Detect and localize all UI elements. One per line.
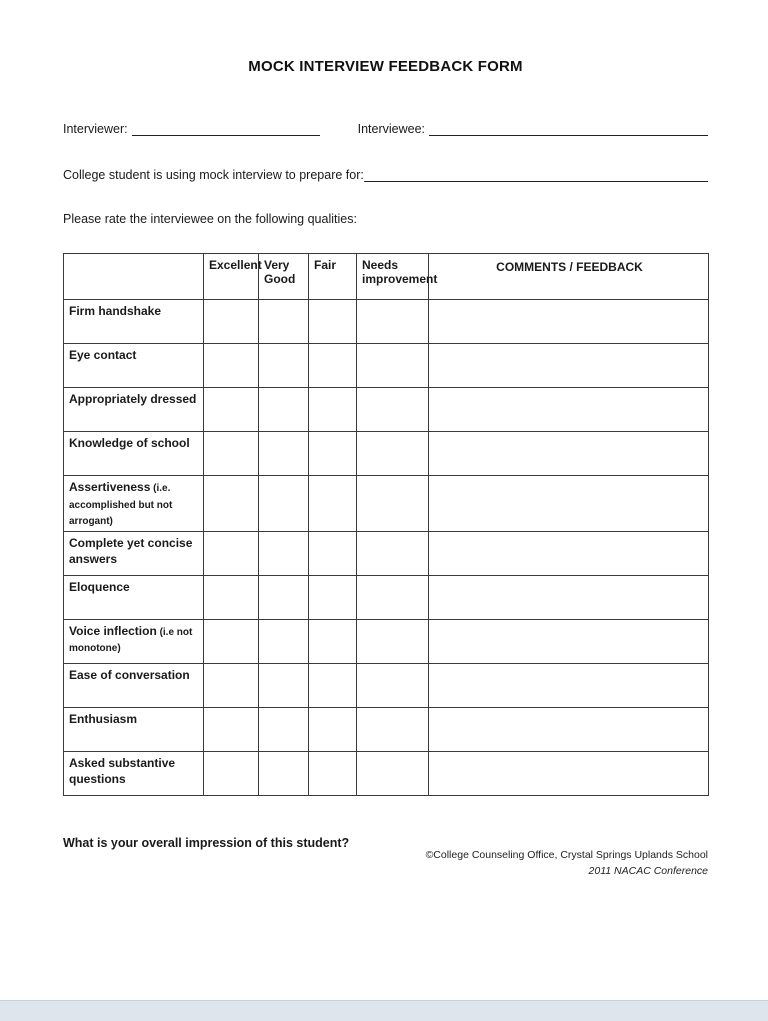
rating-cell-excellent[interactable] [204, 575, 259, 619]
footer-credit [426, 848, 708, 880]
header-needs-improvement: Needs improvement [357, 254, 429, 300]
table-row [64, 432, 709, 476]
rating-cell-needs-improvement[interactable] [357, 388, 429, 432]
quality-label: Eye contact [64, 344, 204, 388]
rating-cell-fair[interactable] [309, 344, 357, 388]
rating-cell-excellent[interactable] [204, 344, 259, 388]
comments-cell[interactable] [429, 751, 709, 795]
viewer-bottom-bar [0, 1000, 768, 1021]
table-row [64, 663, 709, 707]
quality-label: Assertiveness (i.e. accomplished but not arrogant) [64, 476, 204, 532]
rating-cell-excellent[interactable] [204, 531, 259, 575]
table-row [64, 575, 709, 619]
rating-cell-needs-improvement[interactable] [357, 663, 429, 707]
rating-cell-very-good[interactable] [259, 476, 309, 532]
rating-cell-excellent[interactable] [204, 751, 259, 795]
header-blank [64, 254, 204, 300]
interviewer-blank-line[interactable] [132, 121, 320, 136]
interviewee-label: Interviewee: [357, 122, 426, 136]
comments-cell[interactable] [429, 432, 709, 476]
comments-cell[interactable] [429, 531, 709, 575]
interviewee-blank-line[interactable] [429, 121, 708, 136]
rating-cell-fair[interactable] [309, 751, 357, 795]
table-row [64, 388, 709, 432]
table-row [64, 476, 709, 532]
comments-cell[interactable] [429, 619, 709, 663]
rating-cell-fair[interactable] [309, 531, 357, 575]
rating-cell-very-good[interactable] [259, 344, 309, 388]
header-very-good: Very Good [259, 254, 309, 300]
table-row [64, 751, 709, 795]
quality-label: Asked substantive questions [64, 751, 204, 795]
rating-cell-needs-improvement[interactable] [357, 707, 429, 751]
rating-cell-fair[interactable] [309, 619, 357, 663]
rating-cell-needs-improvement[interactable] [357, 619, 429, 663]
comments-cell[interactable] [429, 344, 709, 388]
rating-cell-needs-improvement[interactable] [357, 344, 429, 388]
table-row [64, 619, 709, 663]
comments-cell[interactable] [429, 476, 709, 532]
rating-cell-needs-improvement[interactable] [357, 751, 429, 795]
quality-label: Voice inflection (i.e not monotone) [64, 619, 204, 663]
footer-line1: ©College Counseling Office, Crystal Springs Uplands School [425, 849, 708, 861]
rating-cell-excellent[interactable] [204, 388, 259, 432]
rating-cell-very-good[interactable] [259, 531, 309, 575]
rating-cell-very-good[interactable] [259, 432, 309, 476]
rating-cell-needs-improvement[interactable] [357, 575, 429, 619]
comments-cell[interactable] [429, 575, 709, 619]
rating-cell-excellent[interactable] [204, 619, 259, 663]
rating-cell-fair[interactable] [309, 663, 357, 707]
prepare-for-blank-line[interactable] [364, 167, 708, 182]
rating-cell-very-good[interactable] [259, 575, 309, 619]
table-row [64, 344, 709, 388]
header-excellent: Excellent [204, 254, 259, 300]
rate-instruction: Please rate the interviewee on the following qualities: [63, 212, 357, 226]
table-header-row [64, 254, 709, 300]
rating-cell-excellent[interactable] [204, 707, 259, 751]
table-row [64, 531, 709, 575]
rating-cell-very-good[interactable] [259, 300, 309, 344]
interviewer-interviewee-row [63, 121, 708, 136]
rating-cell-fair[interactable] [309, 300, 357, 344]
header-fair: Fair [309, 254, 357, 300]
comments-cell[interactable] [429, 300, 709, 344]
quality-label: Firm handshake [64, 300, 204, 344]
rating-cell-fair[interactable] [309, 575, 357, 619]
quality-label: Ease of conversation [64, 663, 204, 707]
rating-cell-excellent[interactable] [204, 476, 259, 532]
interviewer-field [63, 121, 320, 136]
rating-cell-very-good[interactable] [259, 751, 309, 795]
comments-cell[interactable] [429, 388, 709, 432]
prepare-for-field [63, 167, 708, 182]
comments-cell[interactable] [429, 707, 709, 751]
rating-cell-very-good[interactable] [259, 388, 309, 432]
overall-impression-question: What is your overall impression of this student? [63, 835, 350, 850]
rating-cell-needs-improvement[interactable] [357, 432, 429, 476]
quality-label: Complete yet concise answers [64, 531, 204, 575]
table-row [64, 300, 709, 344]
rating-cell-excellent[interactable] [204, 663, 259, 707]
quality-label: Appropriately dressed [64, 388, 204, 432]
rating-cell-fair[interactable] [309, 707, 357, 751]
rating-cell-fair[interactable] [309, 432, 357, 476]
rating-table [63, 253, 709, 796]
rating-cell-very-good[interactable] [259, 707, 309, 751]
interviewer-label: Interviewer: [63, 122, 128, 136]
rating-cell-excellent[interactable] [204, 432, 259, 476]
rating-cell-needs-improvement[interactable] [357, 476, 429, 532]
quality-label: Eloquence [64, 575, 204, 619]
page-title: MOCK INTERVIEW FEEDBACK FORM [248, 58, 523, 75]
rating-cell-fair[interactable] [309, 388, 357, 432]
rating-cell-needs-improvement[interactable] [357, 300, 429, 344]
rating-cell-very-good[interactable] [259, 619, 309, 663]
footer-line2: 2011 NACAC Conference [588, 864, 708, 877]
header-comments-feedback: COMMENTS / FEEDBACK [429, 254, 709, 300]
quality-label: Enthusiasm [64, 707, 204, 751]
rating-cell-excellent[interactable] [204, 300, 259, 344]
table-row [64, 707, 709, 751]
rating-cell-needs-improvement[interactable] [357, 531, 429, 575]
interviewee-field [358, 121, 708, 136]
quality-label: Knowledge of school [64, 432, 204, 476]
comments-cell[interactable] [429, 663, 709, 707]
prepare-for-label: College student is using mock interview to prepare for: [63, 168, 364, 182]
rating-cell-very-good[interactable] [259, 663, 309, 707]
rating-cell-fair[interactable] [309, 476, 357, 532]
